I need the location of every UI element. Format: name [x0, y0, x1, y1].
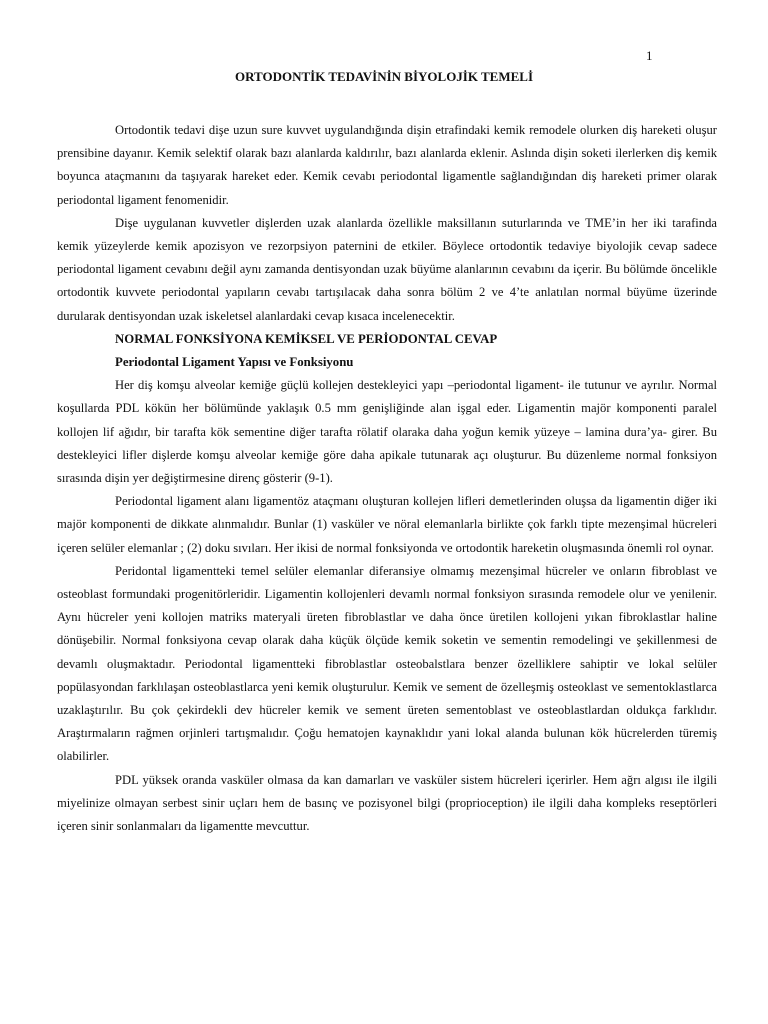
section-paragraph-1: Her diş komşu alveolar kemiğe güçlü kollejen destekleyici yapı –periodontal ligament- ile tutunur ve ayrılır. Normal koşullarda PDL kökün her bölümünde yaklaşık 0.5 mm genişliğinde alan işgal eder. Ligamentin majör komponenti paralel kollojen lif ağıdır, bir tarafta kök sementine diğer tarafta rölatif olaraka daha yoğun kemik yüzeye – lamina dura’ya- girer. Bu destekleyici lifler dişlerde komşu alveolar kemiğe göre daha apikale tutunarak açı oluşturur. Bu düzenleme normal fonksiyon sırasında dişin yer değiştirmesine direnç gösterir (9-1). — [57, 378, 717, 486]
section-paragraph-3: Peridontal ligamentteki temel selüler elemanlar diferansiye olmamış mezenşimal hücreler ve onların fibroblast ve osteoblast formundaki progenitörleridir. Ligamentin kollojenleri devamlı normal fonksiyon sırasında remodele olur ve yenilenir. Aynı hücreler yeni kollojen matriks materyali üreten fibroblastlar ve daha önce üretilen kollojeni yıkan fibroklastlar haline dönüşebilir. Normal fonksiyona cevap olarak daha küçük ölçüde kemik soketin ve sementin remodelingi ve şekillenmesi de devamlı oluşmaktadır. Periodontal ligamentteki fibroblastlar osteobalstlara benzer özelliklere sahiptir ve lokal selüler popülasyondan farklılaşan osteoblastlarca yeni kemik oluşturulur. Kemik ve sement de özelleşmiş osteoklast ve sementoklastlarca uzaklaştırılır. Bu çok çekirdekli dev hücreler kemik ve sement üreten sementoblast ve osteoblastlardan oldukça farklıdır. Araştırmaların rağmen orjinleri tartışmalıdır. Çoğu hematojen kaynaklıdır yani lokal alanda bulunan kök hücrelerden türemiş olabilirler. — [57, 563, 717, 764]
section-heading: NORMAL FONKSİYONA KEMİKSEL VE PERİODONTAL CEVAP — [115, 331, 498, 346]
section-subheading: Periodontal Ligament Yapısı ve Fonksiyonu — [115, 355, 354, 370]
intro-paragraph-2: Dişe uygulanan kuvvetler dişlerden uzak alanlarda özellikle maksillanın suturlarında ve TME’in her iki tarafinda kemik yüzeylerde kemik apozisyon ve rezorpsiyon paternini de etkiler. Böylece ortodontik tedaviye biyolojik cevap sadece periodontal ligament cevabını değil aynı zamanda dentisyondan uzak büyüme alanlarının cevabını da içerir. Bu bölümde öncelikle ortodontik kuvvete periodontal yapıların cevabı tartışılacak daha sonra bölüm 2 ve 4’te anlatılan normal büyüme üzerinde durularak dentisyondan uzak iskeletsel alanlardaki cevap kısaca incelenecektir. — [57, 215, 717, 323]
intro-paragraph-1: Ortodontik tedavi dişe uzun sure kuvvet uygulandığında dişin etrafindaki kemik remodele olurken diş hareketi oluşur prensibine dayanır. Kemik selektif olarak bazı alanlarda kaldırılır, bazı alanlarda eklenir. Aslında dişin soketi ilerlerken diş kemik boyunca ataçmanını da taşıyarak hareket eder. Kemik cevabı periodontal ligamentle sağlandığından diş hareketi primer olarak periodontal ligament fenomenidir. — [57, 123, 717, 207]
document-title: ORTODONTİK TEDAVİNİN BİYOLOJİK TEMELİ — [234, 69, 534, 84]
section-paragraph-4: PDL yüksek oranda vasküler olmasa da kan damarları ve vasküler sistem hücreleri içerirler. Hem ağrı algısı ile ilgili miyelinize olmayan serbest sinir uçları hem de basınç ve pozisyonel bilgi (proprioception) ile ilgili daha kompleks reseptörleri içeren sinir sonlanmaları da ligamentte mevcuttur. — [57, 772, 717, 834]
section-paragraph-2: Periodontal ligament alanı ligamentöz ataçmanı oluşturan kollejen lifleri demetlerinden oluşsa da ligamentin diğer iki majör komponenti de dikkate alınmalıdır. Bunlar (1) vasküler ve nöral elemanlarla birlikte çok farklı tipte mezenşimal hücreleri içeren selüler elemanlar ; (2) doku sıvıları. Her ikisi de normal fonksiyonda ve ortodontik hareketin oluşmasında önemli rol oynar. — [57, 494, 717, 555]
document-body — [57, 119, 717, 838]
page-number: 1 — [646, 48, 653, 63]
